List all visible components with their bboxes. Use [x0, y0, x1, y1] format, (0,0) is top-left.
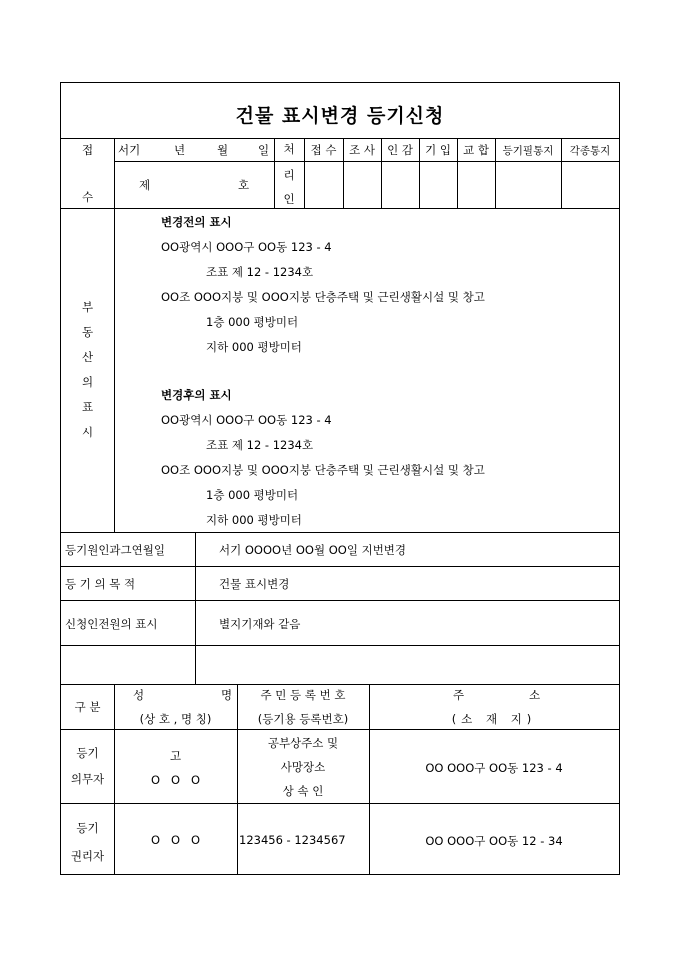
receipt-label-top: 접	[81, 143, 94, 157]
receipt-label-bottom: 수	[81, 190, 94, 204]
divider	[114, 161, 304, 162]
side-char: 의	[81, 375, 94, 389]
process-label-1: 처	[283, 142, 295, 156]
divider	[61, 600, 619, 601]
holder-address: OO OOO구 OO동 12 - 34	[425, 834, 563, 848]
side-char: 부	[81, 300, 94, 314]
page-title: 건물 표시변경 등기신청	[235, 105, 445, 127]
category-header: 구 분	[74, 700, 101, 714]
after-floor1: 1층 000 평방미터	[206, 488, 299, 502]
col-inspect: 조 사	[349, 143, 375, 157]
divider	[61, 566, 619, 567]
addr-header-sub: (소 재 지)	[451, 712, 537, 726]
divider	[61, 532, 619, 533]
after-basement: 지하 000 평방미터	[206, 513, 302, 527]
divider	[61, 138, 619, 139]
col-various-notice: 각종통지	[569, 145, 611, 157]
obligor-id-2: 사망장소	[280, 760, 326, 774]
side-char: 산	[81, 350, 94, 364]
divider	[61, 729, 619, 730]
holder-label-2: 권리자	[70, 849, 105, 863]
divider	[61, 684, 619, 685]
holder-id: 123456 - 1234567	[239, 833, 346, 847]
after-structure: OO조 OOO지붕 및 OOO지붕 단층주택 및 근린생활시설 및 창고	[161, 463, 485, 477]
id-header: 주 민 등 록 번 호	[260, 688, 346, 702]
purpose-value: 건물 표시변경	[219, 577, 290, 591]
obligor-name-top: 고	[169, 749, 182, 763]
before-basement: 지하 000 평방미터	[206, 340, 302, 354]
divider	[61, 803, 619, 804]
date-year: 년	[174, 143, 186, 157]
addr-header-right: 소	[529, 688, 541, 702]
before-structure: OO조 OOO지붕 및 OOO지붕 단층주택 및 근린생활시설 및 창고	[161, 290, 485, 304]
obligor-id-1: 공부상주소 및	[267, 736, 339, 750]
date-day: 일	[258, 143, 270, 157]
before-address: OO광역시 OOO구 OO동 123 - 4	[161, 240, 332, 254]
date-month: 월	[217, 143, 229, 157]
date-prefix: 서기	[118, 143, 141, 157]
purpose-label: 등 기 의 목 적	[65, 577, 136, 591]
applicants-label: 신청인전원의 표시	[65, 617, 158, 631]
number-suffix: 호	[238, 178, 250, 192]
divider	[114, 208, 115, 532]
applicants-value: 별지기재와 같음	[219, 617, 301, 631]
col-verify: 교 합	[463, 143, 489, 157]
cause-date-value: 서기 OOOO년 OO월 OO일 지번변경	[219, 543, 407, 557]
addr-header-left: 주	[453, 688, 465, 702]
obligor-id-3: 상 속 인	[282, 784, 324, 798]
id-header-sub: (등기용 등록번호)	[257, 712, 349, 726]
process-label-3: 인	[283, 192, 295, 206]
before-heading: 변경전의 표시	[161, 215, 232, 229]
obligor-label-2: 의무자	[70, 772, 105, 786]
divider	[61, 645, 619, 646]
property-side-label	[61, 295, 114, 445]
divider	[114, 138, 115, 208]
name-header-right: 명	[221, 688, 233, 702]
process-label-2: 리	[283, 168, 295, 182]
divider	[195, 532, 196, 684]
obligor-label-1: 등기	[76, 746, 99, 760]
divider	[304, 161, 619, 162]
name-header-sub: (상 호 , 명 칭)	[139, 712, 212, 726]
col-entry: 기 입	[425, 143, 451, 157]
side-char: 표	[81, 400, 94, 414]
col-completion-notice: 등기필통지	[502, 145, 554, 157]
obligor-name: O O O	[150, 773, 201, 787]
holder-label-1: 등기	[76, 821, 99, 835]
col-receive: 접 수	[310, 143, 337, 157]
divider	[61, 208, 619, 209]
side-char: 동	[81, 325, 94, 339]
after-heading: 변경후의 표시	[161, 388, 232, 402]
after-lot: 조표 제 12 - 1234호	[206, 438, 314, 452]
number-prefix: 제	[139, 178, 151, 192]
application-form	[60, 82, 620, 875]
col-seal: 인 감	[387, 143, 413, 157]
cause-date-label: 등기원인과그연월일	[65, 543, 165, 557]
before-lot: 조표 제 12 - 1234호	[206, 265, 314, 279]
before-floor1: 1층 000 평방미터	[206, 315, 299, 329]
side-char: 시	[81, 425, 94, 439]
holder-name: O O O	[150, 833, 201, 847]
obligor-address: OO OOO구 OO동 123 - 4	[425, 761, 563, 775]
after-address: OO광역시 OOO구 OO동 123 - 4	[161, 413, 332, 427]
name-header-left: 성	[133, 688, 145, 702]
